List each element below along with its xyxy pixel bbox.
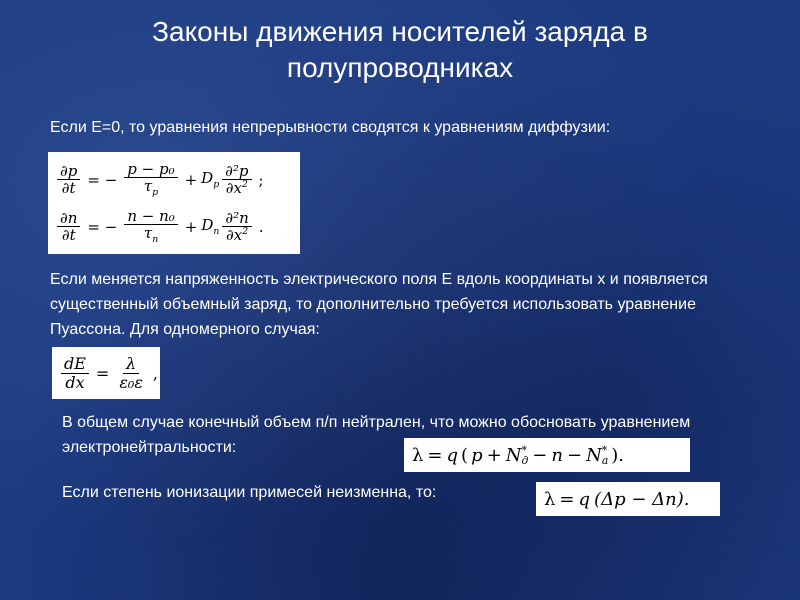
symbol: N bbox=[586, 444, 602, 466]
symbol: q bbox=[446, 444, 459, 466]
denominator: ε₀ε bbox=[119, 372, 143, 392]
operator: = bbox=[427, 444, 443, 466]
superscript: 2 bbox=[241, 179, 248, 190]
subscript: а bbox=[601, 453, 609, 467]
expression: (Δp − Δn). bbox=[594, 488, 690, 510]
bracket: ( bbox=[461, 444, 469, 466]
donor-concentration bbox=[506, 445, 529, 466]
operator: − bbox=[532, 444, 548, 466]
slide-title: Законы движения носителей заряда в полупроводниках bbox=[152, 16, 648, 83]
subscript: n bbox=[213, 226, 220, 237]
denominator: ∂t bbox=[61, 226, 76, 244]
subscript: p bbox=[213, 179, 220, 190]
fraction bbox=[124, 208, 177, 246]
superscript: 2 bbox=[242, 226, 249, 237]
numerator: ∂n bbox=[57, 210, 80, 228]
electroneutrality-formula bbox=[404, 438, 690, 472]
operator: = − bbox=[87, 217, 118, 236]
diffusion-equation-electrons bbox=[54, 203, 294, 250]
superscript: * bbox=[521, 443, 527, 457]
fraction bbox=[57, 210, 80, 244]
operator: + bbox=[184, 217, 198, 236]
operator: + bbox=[184, 170, 198, 189]
denominator bbox=[141, 178, 161, 198]
symbol: D bbox=[201, 216, 214, 234]
symbol: λ bbox=[412, 444, 424, 466]
numerator: ∂²p bbox=[222, 163, 251, 181]
operator: = bbox=[95, 363, 110, 383]
punctuation: ; bbox=[258, 170, 264, 189]
fraction bbox=[124, 161, 177, 199]
punctuation: , bbox=[152, 363, 159, 383]
symbol: τ bbox=[143, 224, 153, 243]
fraction bbox=[222, 210, 251, 244]
ionization-equation bbox=[544, 482, 712, 516]
operator: = − bbox=[87, 170, 118, 189]
diffusion-equations-formula bbox=[48, 152, 300, 254]
denominator bbox=[141, 225, 161, 245]
fraction bbox=[222, 163, 251, 197]
symbol: n bbox=[551, 444, 563, 466]
poisson-equation-formula bbox=[52, 347, 160, 399]
denominator bbox=[223, 180, 251, 197]
numerator: dE bbox=[61, 355, 89, 374]
numerator: n − n₀ bbox=[124, 208, 177, 226]
numerator: p − p₀ bbox=[124, 161, 177, 179]
coefficient bbox=[201, 216, 219, 237]
paragraph-diffusion-intro: Если E=0, то уравнения непрерывности сводятся к уравнениям диффузии: bbox=[50, 119, 611, 136]
numerator: ∂²n bbox=[222, 210, 251, 228]
poisson-equation bbox=[58, 349, 159, 397]
denominator: ∂t bbox=[61, 179, 76, 197]
denominator: dx bbox=[65, 372, 85, 392]
denominator bbox=[223, 227, 251, 244]
punctuation: . bbox=[258, 217, 264, 236]
fraction bbox=[57, 163, 80, 197]
numerator: λ bbox=[123, 355, 139, 374]
symbol: p bbox=[471, 444, 483, 466]
subscript: n bbox=[152, 234, 159, 246]
numerator: ∂p bbox=[57, 163, 80, 181]
symbol: ∂x bbox=[225, 179, 242, 197]
symbol: λ bbox=[544, 488, 556, 510]
fraction bbox=[61, 355, 89, 391]
diffusion-equation-holes bbox=[54, 156, 294, 203]
paragraph-ionization-intro: Если степень ионизации примесей неизменна, то: bbox=[62, 484, 437, 501]
operator: + bbox=[486, 444, 502, 466]
acceptor-concentration bbox=[586, 445, 608, 466]
operator: − bbox=[566, 444, 583, 466]
paragraph-poisson-intro: Если меняется напряженность электрического поля E вдоль координаты x и появляется существенный объемный заряд, то дополнительно требуется использовать уравнение Пуассона. Для одномерного случая: bbox=[50, 271, 708, 338]
ionization-formula bbox=[536, 482, 720, 516]
coefficient bbox=[201, 169, 219, 190]
symbol: ∂x bbox=[226, 226, 243, 244]
electroneutrality-equation bbox=[412, 438, 682, 472]
fraction bbox=[116, 355, 146, 391]
symbol: N bbox=[505, 444, 522, 466]
paragraph-neutrality-intro: В общем случае конечный объем п/п нейтрален, что можно обосновать уравнением электронейтральности: bbox=[62, 414, 691, 456]
symbol: q bbox=[578, 488, 591, 510]
subscript: p bbox=[152, 187, 159, 199]
symbol: τ bbox=[143, 177, 153, 196]
operator: = bbox=[559, 488, 575, 510]
symbol: D bbox=[201, 169, 214, 187]
bracket: ). bbox=[611, 444, 625, 466]
subscript: д bbox=[521, 453, 529, 467]
superscript: * bbox=[601, 443, 608, 457]
